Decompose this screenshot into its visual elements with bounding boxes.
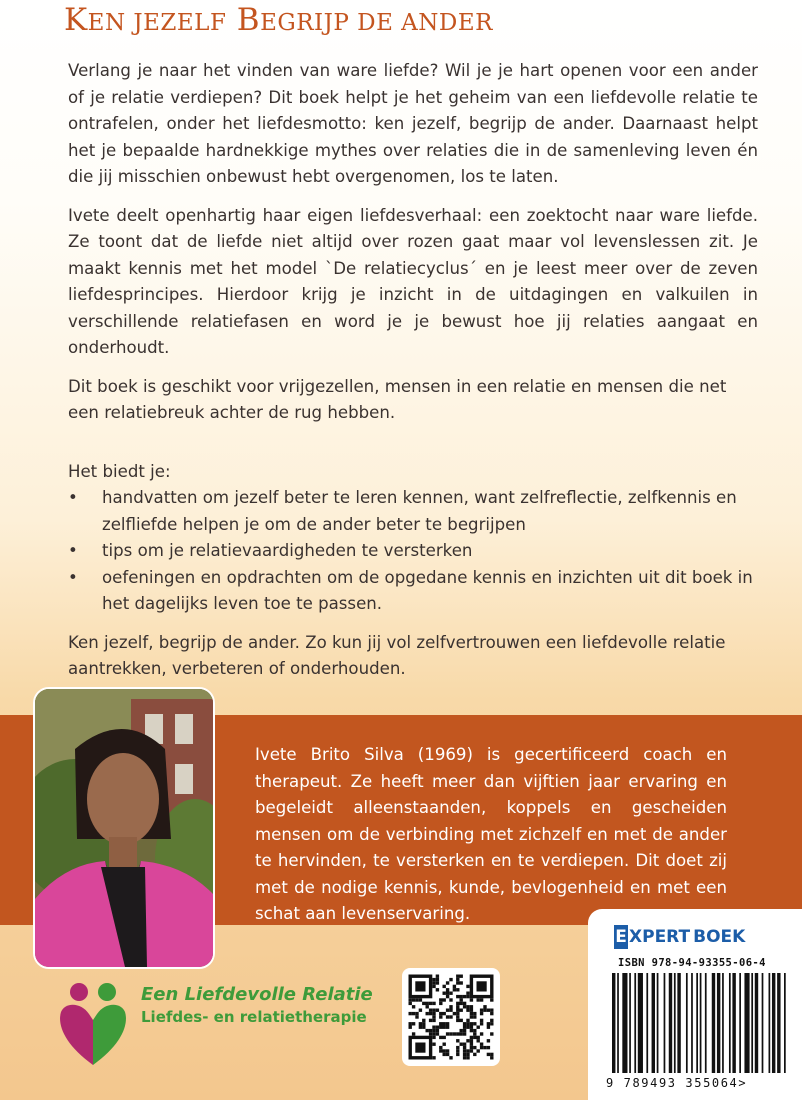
barcode-bar xyxy=(712,973,715,1073)
barcode-bar xyxy=(657,973,659,1073)
qr-module xyxy=(409,1002,412,1005)
qr-module xyxy=(487,1009,490,1012)
barcode-bar xyxy=(732,973,735,1073)
qr-module xyxy=(456,975,459,978)
title-word-ken-jezelf: EN JEZELF xyxy=(87,10,227,36)
barcode-bar xyxy=(762,973,764,1073)
qr-module xyxy=(456,981,459,984)
qr-module xyxy=(460,1019,463,1022)
barcode-bar xyxy=(622,973,627,1073)
qr-module xyxy=(466,1022,469,1025)
qr-module xyxy=(432,1056,435,1059)
qr-module xyxy=(463,1026,466,1029)
qr-finder-pattern xyxy=(477,981,487,991)
qr-module xyxy=(429,1009,432,1012)
benefit-item xyxy=(68,565,758,618)
barcode-bar xyxy=(700,973,702,1073)
qr-module xyxy=(419,1009,422,1012)
qr-module xyxy=(446,1026,449,1029)
barcode-bar xyxy=(769,973,771,1073)
qr-finder-pattern xyxy=(415,981,425,991)
qr-module xyxy=(443,1036,446,1039)
qr-module xyxy=(466,1005,469,1008)
barcode-bar xyxy=(677,973,680,1073)
qr-module xyxy=(487,1022,490,1025)
qr-module xyxy=(446,1053,449,1056)
qr-module xyxy=(487,1046,490,1049)
qr-module xyxy=(439,1049,442,1052)
qr-module xyxy=(419,998,422,1001)
blurb-paragraph-2: Ivete deelt openhartig haar eigen liefdesverhaal: een zoektocht naar ware liefde. Ze toont dat de liefde niet altijd over rozen gaat maar vol levenslessen zit. Je maakt kennis met het model `De relatiecyclus´ en je leest meer over de zeven liefdesprincipes. Hierdoor krijg je inzicht in de uitdagingen en valkuilen in verschillende relatiefasen en word je je bewust hoe jij relaties aangaat en onderhoudt. xyxy=(68,205,758,357)
qr-module xyxy=(473,1036,476,1039)
qr-module xyxy=(429,1032,432,1035)
qr-module xyxy=(466,1026,469,1029)
qr-module xyxy=(460,995,463,998)
benefits-intro: Het biedt je: xyxy=(68,461,171,481)
qr-module xyxy=(439,1015,442,1018)
qr-code xyxy=(402,968,500,1066)
ean-arrow: > xyxy=(738,1076,748,1090)
qr-module xyxy=(443,1012,446,1015)
qr-module xyxy=(432,985,435,988)
qr-module xyxy=(470,1005,473,1008)
barcode-bar xyxy=(772,973,775,1073)
qr-module xyxy=(463,1032,466,1035)
publisher-name-part1: XPERT xyxy=(629,927,691,947)
qr-module xyxy=(456,1012,459,1015)
bullet-icon: • xyxy=(68,488,78,507)
qr-module xyxy=(436,978,439,981)
blurb xyxy=(68,58,758,695)
qr-module xyxy=(449,998,452,1001)
qr-module xyxy=(463,1046,466,1049)
qr-module xyxy=(409,1012,412,1015)
qr-module xyxy=(443,1043,446,1046)
qr-module xyxy=(470,1009,473,1012)
barcode-icon xyxy=(588,909,802,1100)
qr-module xyxy=(432,1015,435,1018)
qr-module xyxy=(470,1036,473,1039)
qr-module xyxy=(436,981,439,984)
qr-module xyxy=(415,998,418,1001)
qr-module xyxy=(460,975,463,978)
qr-module xyxy=(439,1046,442,1049)
benefit-item xyxy=(68,485,758,538)
qr-module xyxy=(436,1026,439,1029)
qr-module xyxy=(463,1049,466,1052)
qr-module xyxy=(426,1005,429,1008)
qr-module xyxy=(490,1022,493,1025)
qr-module xyxy=(473,1015,476,1018)
qr-module xyxy=(470,1046,473,1049)
qr-module xyxy=(463,995,466,998)
barcode-bar xyxy=(634,973,636,1073)
author-bio: Ivete Brito Silva (1969) is gecertificeerd coach en therapeut. Ze heeft meer dan vijftien jaar ervaring en begeleidt alleenstaanden, koppels en gescheiden mensen om de verbinding met zichzelf en met de ander te hervinden, te versterken en te verdiepen. Dit doet zij met de nodige kennis, kunde, bevlogenheid en met een schat aan levenservaring. xyxy=(255,745,727,923)
qr-module xyxy=(446,1032,449,1035)
barcode-bar xyxy=(638,973,643,1073)
qr-module xyxy=(432,1009,435,1012)
bullet-icon: • xyxy=(68,567,78,587)
barcode-bar xyxy=(717,973,720,1073)
qr-module xyxy=(463,1029,466,1032)
qr-module xyxy=(449,1009,452,1012)
qr-module xyxy=(422,1019,425,1022)
qr-module xyxy=(477,1036,480,1039)
qr-module xyxy=(432,978,435,981)
qr-module xyxy=(432,981,435,984)
qr-module xyxy=(460,1029,463,1032)
qr-module xyxy=(460,998,463,1001)
qr-module xyxy=(412,1032,415,1035)
qr-module xyxy=(460,981,463,984)
qr-module xyxy=(429,1002,432,1005)
qr-module xyxy=(483,1005,486,1008)
barcode-bar xyxy=(691,973,693,1073)
qr-module xyxy=(477,1049,480,1052)
qr-module xyxy=(412,1005,415,1008)
qr-module xyxy=(429,1012,432,1015)
qr-module xyxy=(466,985,469,988)
qr-module xyxy=(466,995,469,998)
qr-module xyxy=(483,1046,486,1049)
qr-module xyxy=(436,988,439,991)
qr-module xyxy=(432,1026,435,1029)
qr-module xyxy=(480,998,483,1001)
qr-module xyxy=(412,998,415,1001)
qr-module xyxy=(470,1012,473,1015)
qr-module xyxy=(449,1056,452,1059)
title-initial-k: K xyxy=(64,2,88,38)
barcode-bar xyxy=(729,973,731,1073)
qr-module xyxy=(483,1009,486,1012)
qr-module xyxy=(443,1026,446,1029)
qr-module xyxy=(470,1029,473,1032)
qr-module xyxy=(415,1015,418,1018)
two-figures-heart-logo-icon xyxy=(55,980,135,1070)
qr-module xyxy=(470,1015,473,1018)
qr-module xyxy=(449,992,452,995)
qr-module xyxy=(466,1039,469,1042)
qr-module xyxy=(466,1053,469,1056)
qr-module xyxy=(466,992,469,995)
qr-module xyxy=(432,1019,435,1022)
barcode-bar xyxy=(755,973,758,1073)
qr-module xyxy=(439,998,442,1001)
benefit-text: tips om je relatievaardigheden te versterken xyxy=(102,541,473,560)
qr-module xyxy=(473,1022,476,1025)
qr-module xyxy=(466,1049,469,1052)
qr-module xyxy=(463,1053,466,1056)
qr-module xyxy=(456,1049,459,1052)
qr-module xyxy=(490,1056,493,1059)
qr-module xyxy=(412,1012,415,1015)
qr-module xyxy=(490,1012,493,1015)
ean-number: 9 789493 355064 xyxy=(606,1076,739,1090)
qr-module xyxy=(429,1019,432,1022)
barcode-bar xyxy=(652,973,655,1073)
qr-module xyxy=(460,1002,463,1005)
barcode-bar xyxy=(646,973,648,1073)
qr-module xyxy=(473,1053,476,1056)
qr-module xyxy=(456,988,459,991)
qr-module xyxy=(487,1039,490,1042)
qr-module xyxy=(422,1002,425,1005)
publisher-mark: E xyxy=(615,927,627,947)
qr-module xyxy=(473,1029,476,1032)
qr-module xyxy=(426,1012,429,1015)
qr-module xyxy=(443,1049,446,1052)
qr-module xyxy=(456,1002,459,1005)
qr-module xyxy=(426,1002,429,1005)
qr-module xyxy=(460,1009,463,1012)
qr-module xyxy=(453,1012,456,1015)
barcode-bar xyxy=(686,973,688,1073)
qr-module xyxy=(456,978,459,981)
author-portrait xyxy=(33,687,215,969)
qr-module xyxy=(432,1029,435,1032)
qr-module xyxy=(477,1039,480,1042)
qr-module xyxy=(470,1049,473,1052)
qr-module xyxy=(490,1053,493,1056)
qr-module xyxy=(456,1005,459,1008)
qr-module xyxy=(466,1019,469,1022)
qr-module xyxy=(436,1009,439,1012)
qr-module xyxy=(480,1019,483,1022)
qr-module xyxy=(463,1002,466,1005)
qr-module xyxy=(446,981,449,984)
qr-module xyxy=(449,1005,452,1008)
blurb-paragraph-3: Dit boek is geschikt voor vrijgezellen, mensen in een relatie en mensen die net een relatiebreuk achter de rug hebben. xyxy=(68,376,727,422)
barcode-bar xyxy=(705,973,707,1073)
qr-module xyxy=(446,1022,449,1025)
book-title xyxy=(64,2,493,38)
publisher-name-part2: BOEK xyxy=(693,927,746,947)
ean-digits xyxy=(606,1076,747,1090)
barcode-bar xyxy=(777,973,780,1073)
qr-module xyxy=(480,1032,483,1035)
qr-module xyxy=(456,1032,459,1035)
qr-module xyxy=(443,992,446,995)
qr-module xyxy=(432,1012,435,1015)
qr-module xyxy=(470,1043,473,1046)
qr-module xyxy=(419,1026,422,1029)
barcode-bar xyxy=(751,973,753,1073)
qr-module xyxy=(443,998,446,1001)
qr-module xyxy=(453,988,456,991)
qr-module xyxy=(409,998,412,1001)
qr-module xyxy=(466,1056,469,1059)
barcode-bar xyxy=(669,973,672,1073)
qr-module xyxy=(453,985,456,988)
blurb-paragraph-1: Verlang je naar het vinden van ware liefde? Wil je je hart openen voor een ander of je relatie verdiepen? Dit boek helpt je het geheim van een liefdevolle relatie te ontrafelen, onder het liefdesmotto: ken jezelf, begrijp de ander. Daarnaast helpt het je bepaalde hardnekkige mythes over relaties die in de samenleving leven én die jij misschien onbewust hebt overgenomen, los te laten. xyxy=(68,61,758,186)
qr-module xyxy=(470,1022,473,1025)
qr-module xyxy=(409,1022,412,1025)
qr-module xyxy=(432,1036,435,1039)
qr-module xyxy=(429,1029,432,1032)
qr-module xyxy=(477,1026,480,1029)
qr-module xyxy=(436,975,439,978)
qr-module xyxy=(473,1012,476,1015)
barcode-bar xyxy=(674,973,676,1073)
qr-module xyxy=(477,998,480,1001)
benefit-item xyxy=(68,538,758,565)
barcode-bar xyxy=(744,973,749,1073)
qr-module xyxy=(456,1046,459,1049)
qr-module xyxy=(436,1032,439,1035)
qr-module xyxy=(426,1029,429,1032)
qr-module xyxy=(463,1056,466,1059)
qr-module xyxy=(415,1012,418,1015)
qr-module xyxy=(460,1043,463,1046)
qr-module xyxy=(446,1009,449,1012)
qr-module xyxy=(480,1046,483,1049)
qr-module xyxy=(439,1026,442,1029)
barcode-bar xyxy=(617,973,619,1073)
author-photo-image xyxy=(35,689,213,967)
qr-module xyxy=(446,1049,449,1052)
qr-finder-pattern xyxy=(415,1043,425,1053)
qr-module xyxy=(463,1005,466,1008)
benefits-list xyxy=(68,485,758,618)
benefit-text: oefeningen en opdrachten om de opgedane kennis en inzichten uit dit boek in het dagelijks leven toe te passen. xyxy=(102,567,753,613)
qr-module xyxy=(446,1015,449,1018)
qr-module xyxy=(446,992,449,995)
title-initial-b: B xyxy=(236,2,261,38)
qr-module xyxy=(419,1022,422,1025)
title-word-begrijp: EGRIJP DE ANDER xyxy=(260,10,493,36)
qr-module xyxy=(487,1053,490,1056)
qr-module xyxy=(470,998,473,1001)
barcode-bar xyxy=(629,973,631,1073)
isbn-label: ISBN 978-94-93355-06-4 xyxy=(618,957,766,969)
qr-module xyxy=(456,1009,459,1012)
barcode-bar xyxy=(784,973,786,1073)
bullet-icon: • xyxy=(68,541,78,560)
barcode-bar xyxy=(722,973,724,1073)
qr-module xyxy=(446,995,449,998)
benefit-text: handvatten om jezelf beter te leren kennen, want zelfreflectie, zelfkennis en zelfliefde helpen je om de ander beter te begrijpen xyxy=(102,488,737,534)
qr-code-icon xyxy=(402,968,500,1066)
qr-module xyxy=(422,1026,425,1029)
qr-module xyxy=(436,1029,439,1032)
barcode-bar xyxy=(696,973,698,1073)
barcode-bar xyxy=(664,973,666,1073)
qr-module xyxy=(439,1002,442,1005)
qr-module xyxy=(439,1022,442,1025)
qr-module xyxy=(490,1009,493,1012)
qr-module xyxy=(456,1015,459,1018)
qr-module xyxy=(412,1022,415,1025)
qr-module xyxy=(443,1053,446,1056)
qr-module xyxy=(490,1019,493,1022)
brand-name: Een Liefdevolle Relatie xyxy=(141,984,373,1005)
qr-module xyxy=(480,1012,483,1015)
qr-module xyxy=(487,1026,490,1029)
qr-module xyxy=(443,1022,446,1025)
qr-module xyxy=(456,1053,459,1056)
qr-module xyxy=(480,1009,483,1012)
qr-module xyxy=(409,1026,412,1029)
qr-module xyxy=(466,1009,469,1012)
brand-logo xyxy=(55,980,373,1070)
qr-module xyxy=(490,998,493,1001)
qr-module xyxy=(473,1032,476,1035)
qr-module xyxy=(422,1022,425,1025)
qr-module xyxy=(449,1015,452,1018)
brand-tagline: Liefdes- en relatietherapie xyxy=(141,1008,367,1026)
qr-module xyxy=(460,1032,463,1035)
qr-module xyxy=(453,1032,456,1035)
qr-module xyxy=(443,985,446,988)
qr-module xyxy=(432,1032,435,1035)
qr-module xyxy=(456,995,459,998)
qr-module xyxy=(490,1032,493,1035)
qr-module xyxy=(439,1012,442,1015)
barcode-bar xyxy=(739,973,741,1073)
qr-module xyxy=(480,1022,483,1025)
qr-module xyxy=(449,1032,452,1035)
barcode-panel xyxy=(588,909,802,1100)
qr-module xyxy=(449,978,452,981)
qr-module xyxy=(473,1046,476,1049)
qr-module xyxy=(463,1022,466,1025)
qr-module xyxy=(480,1043,483,1046)
qr-module xyxy=(456,1039,459,1042)
closing-paragraph: Ken jezelf, begrijp de ander. Zo kun jij vol zelfvertrouwen een liefdevolle relatie aantrekken, verbeteren of onderhouden. xyxy=(68,632,726,678)
qr-module xyxy=(432,1002,435,1005)
qr-module xyxy=(432,1043,435,1046)
qr-module xyxy=(470,1039,473,1042)
qr-module xyxy=(456,1019,459,1022)
qr-module xyxy=(446,988,449,991)
qr-module xyxy=(439,1036,442,1039)
qr-module xyxy=(470,1026,473,1029)
barcode-bar xyxy=(612,973,615,1073)
qr-module xyxy=(463,1043,466,1046)
